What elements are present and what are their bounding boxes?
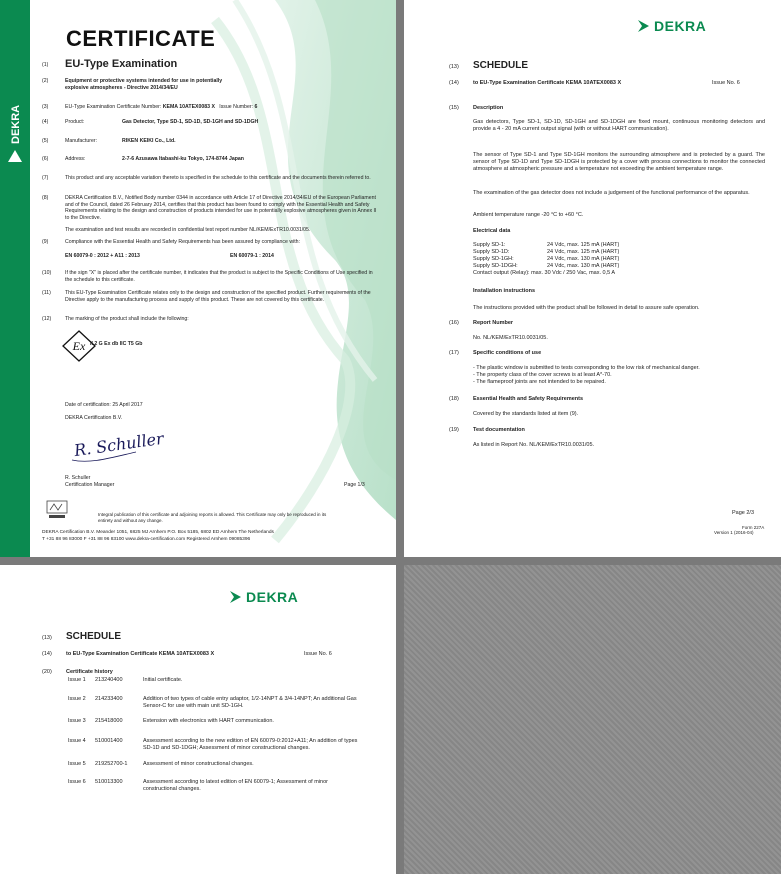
item-number: (20)	[42, 669, 52, 675]
specific-conditions-heading: Specific conditions of use	[473, 350, 542, 356]
item-12-text: The marking of the product shall include the following:	[65, 316, 189, 322]
item-8-text: DEKRA Certification B.V., Notified Body number 0344 in accordance with Article 17 of Directive 2014/34/EU of the European Parliament and of the Council, dated 26 February 2014, certifies that this product has been found to comply with the Essential Health and Safety Requirements relating to the design and construction of products intended for use in potentially explosive atmospheres given in Annex II to the Directive.	[65, 195, 377, 221]
item-number: (18)	[449, 396, 459, 402]
svg-text:R. Schuller: R. Schuller	[72, 428, 165, 461]
supply-value: 24 Vdc, max. 125 mA (HART)	[547, 242, 620, 248]
test-doc-text: As listed in Report No. NL/KEM/ExTR10.0031/05.	[473, 442, 595, 448]
item-number: (10)	[42, 270, 52, 276]
item-number: (4)	[42, 119, 49, 125]
dekra-vertical-logo	[5, 82, 25, 172]
history-number: 510001400	[95, 738, 123, 744]
history-description: Assessment according to the new edition of EN 60079-0:2012+A11; An addition of types SD-1D and SD-1DGH; Assessment of minor constructional changes.	[143, 738, 358, 751]
item-number: (5)	[42, 138, 49, 144]
item-9-text: Compliance with the Essential Health and Safety Requirements has been assured by compliance with:	[65, 239, 301, 245]
footer-address: DEKRA Certification B.V. Meander 1051, 6825 MJ Arnhem P.O. Box 5185, 6802 ED Arnhem The Netherlands	[42, 530, 274, 535]
condition-item: - The flameproof joints are not intended to be repaired.	[473, 379, 606, 385]
signer-name: R. Schuller	[65, 475, 91, 481]
history-description: Assessment according to latest edition of EN 60079-1; Assessment of minor constructional changes.	[143, 779, 328, 792]
date-label: Date of certification:	[65, 402, 111, 408]
form-version: Version 1 (2016-04)	[714, 530, 754, 535]
description-para-3: The examination of the gas detector does not include a judgement of the functional performance of the apparatus.	[473, 190, 750, 196]
report-heading: Report Number	[473, 320, 514, 326]
blank-background-panel	[404, 565, 781, 874]
manufacturer-value: RIKEN KEIKI Co., Ltd.	[122, 138, 176, 144]
schedule-page-2	[404, 0, 781, 557]
item-number: (1)	[42, 62, 49, 68]
test-doc-heading: Test documentation	[473, 427, 525, 433]
item-number: (8)	[42, 195, 49, 201]
item-number: (13)	[42, 635, 52, 641]
marking-text: II 2 G Ex db IIC T5 Gb	[90, 341, 143, 347]
signer-title: Certification Manager	[65, 482, 115, 488]
description-heading: Description	[473, 105, 504, 111]
cert-number-label: EU-Type Examination Certificate Number:	[65, 104, 162, 110]
item-number: (15)	[449, 105, 459, 111]
item-number: (17)	[449, 350, 459, 356]
date-value: 25 April 2017	[112, 402, 143, 408]
ehsr-heading: Essential Health and Safety Requirements	[473, 396, 584, 402]
contact-output: Contact output (Relay): max. 30 Vdc / 250 Vac, max. 0,5 A	[473, 270, 616, 276]
item-number: (12)	[42, 316, 52, 322]
dekra-logo: DEKRA	[636, 18, 706, 34]
supply-key: Supply SD-1:	[473, 242, 506, 248]
history-number: 510013300	[95, 779, 123, 785]
supply-value: 24 Vdc, max. 125 mA (HART)	[547, 249, 620, 255]
issuer: DEKRA Certification B.V.	[65, 415, 123, 421]
ambient-temperature: Ambient temperature range -20 °C to +60 °C.	[473, 212, 584, 218]
report-number: No. NL/KEM/ExTR10.0031/05.	[473, 335, 548, 341]
accreditation-logo	[46, 500, 68, 520]
item-number: (2)	[42, 78, 49, 84]
item-number: (16)	[449, 320, 459, 326]
page-number: Page 1/3	[344, 482, 365, 488]
history-issue: Issue 6	[68, 779, 86, 785]
product-value: Gas Detector, Type SD-1, SD-1D, SD-1GH and SD-1DGH	[122, 119, 259, 125]
history-description: Initial certificate.	[143, 677, 183, 683]
manufacturer-label: Manufacturer:	[65, 138, 98, 144]
item-10-text: If the sign "X" is placed after the certificate number, it indicates that the product is subject to the Specific Conditions of Use specified in the schedule to this certificate.	[65, 270, 373, 283]
side-strip	[0, 0, 30, 557]
history-issue: Issue 2	[68, 696, 86, 702]
integral-publication-note: Integral publication of this certificate and adjoining reports is allowed. This Certificate may only be reproduced in its entirety and without any change.	[98, 512, 327, 523]
issue-label: Issue No. 6	[712, 80, 740, 86]
history-description: Assessment of minor constructional changes.	[143, 761, 254, 767]
item-11-text: This EU-Type Examination Certificate relates only to the design and construction of the specified product. Further requirements of the Directive apply to the manufacturing process and supply of this product. These are not covered by this certificate.	[65, 290, 371, 303]
history-number: 213240400	[95, 677, 123, 683]
condition-item: - The plastic window is submitted to tests corresponding to the low risk of mechanical danger.	[473, 365, 700, 371]
history-number: 214233400	[95, 696, 123, 702]
signature	[70, 428, 165, 468]
item-number: (9)	[42, 239, 49, 245]
install-heading: Installation instructions	[473, 288, 536, 294]
form-number: Form 227A	[742, 525, 765, 530]
item-number: (7)	[42, 175, 49, 181]
svg-text:DEKRA: DEKRA	[10, 104, 22, 144]
schedule-cert-ref: to EU-Type Examination Certificate KEMA 10ATEX0083 X	[473, 80, 622, 86]
certificate-page-1	[0, 0, 396, 557]
schedule-cert-ref: to EU-Type Examination Certificate KEMA 10ATEX0083 X	[66, 651, 215, 657]
history-number: 215418000	[95, 718, 123, 724]
test-report-text: The examination and test results are recorded in confidential test report number NL/KEM/ExTR10.0031/05.	[65, 227, 311, 233]
certificate-subtitle: EU-Type Examination	[65, 58, 178, 70]
address-label: Address:	[65, 156, 86, 162]
ehsr-text: Covered by the standards listed at item (9).	[473, 411, 579, 417]
supply-value: 24 Vdc, max. 130 mA (HART)	[547, 256, 620, 262]
schedule-title: SCHEDULE	[473, 60, 529, 71]
standard-1: EN 60079-0 : 2012 + A11 : 2013	[65, 253, 140, 259]
item-7-text: This product and any acceptable variation thereto is specified in the schedule to this certificate and the documents therein referred to.	[65, 175, 371, 181]
description-para-2: The sensor of Type SD-1 and Type SD-1GH monitors the surrounding atmosphere and is protected by a guard. The sensor of Type SD-1D and Type SD-1DGH is protected by a cover with process connections to monitor the connected atmosphere at atmospheric pressure and a temperature not exceeding the ambient temperature range.	[473, 152, 765, 172]
schedule-title: SCHEDULE	[66, 631, 122, 642]
item-number: (14)	[42, 651, 52, 657]
history-description: Extension with electronics with HART communication.	[143, 718, 274, 724]
install-text: The instructions provided with the product shall be followed in detail to assure safe operation.	[473, 305, 700, 311]
item-number: (6)	[42, 156, 49, 162]
supply-value: 24 Vdc, max. 130 mA (HART)	[547, 263, 620, 269]
ex-symbol: Ex	[72, 339, 86, 353]
supply-key: Supply SD-1GH:	[473, 256, 514, 262]
footer-contact: T +31 88 96 83000 F +31 88 96 83100 www.dekra-certification.com Registered Arnhem 09085396	[42, 537, 251, 542]
dekra-triangle-icon	[228, 590, 242, 604]
description-para-1: Gas detectors, Type SD-1, SD-1D, SD-1GH and SD-1DGH are fixed mount, continuous monitoring detectors and provide a 4 - 20 mA current output signal (with or without HART communication).	[473, 119, 765, 132]
history-issue: Issue 3	[68, 718, 86, 724]
standard-2: EN 60079-1 : 2014	[230, 253, 274, 259]
history-issue: Issue 4	[68, 738, 86, 744]
supply-key: Supply SD-1D:	[473, 249, 510, 255]
item-number: (19)	[449, 427, 459, 433]
history-description: Addition of two types of cable entry adaptor, 1/2-14NPT & 3/4-14NPT; An additional Gas Sensor-C for use with main unit SD-1GH.	[143, 696, 357, 709]
product-label: Product:	[65, 119, 85, 125]
history-heading: Certificate history	[66, 669, 113, 675]
item-number: (11)	[42, 290, 51, 296]
cert-number-value: KEMA 10ATEX0083 X	[162, 104, 215, 110]
condition-item: - The property class of the cover screws is at least A*-70.	[473, 372, 612, 378]
history-issue: Issue 5	[68, 761, 86, 767]
item-number: (13)	[449, 64, 459, 70]
history-issue: Issue 1	[68, 677, 86, 683]
item-number: (3)	[42, 104, 49, 110]
electrical-heading: Electrical data	[473, 228, 511, 234]
issue-label: Issue No. 6	[304, 651, 332, 657]
issue-number-label: Issue Number:	[219, 104, 253, 110]
history-number: 219252700-1	[95, 761, 128, 767]
supply-key: Supply SD-1DGH:	[473, 263, 518, 269]
issue-number-value: 6	[254, 104, 258, 110]
dekra-logo: DEKRA	[228, 589, 298, 605]
dekra-triangle-icon	[636, 19, 650, 33]
certificate-title: CERTIFICATE	[66, 26, 216, 51]
directive-text: Equipment or protective systems intended for use in potentially explosive atmospheres - Directive 2014/34/EU	[65, 78, 223, 91]
schedule-page-3	[0, 565, 396, 874]
address-value: 2-7-6 Azusawa Itabashi-ku Tokyo, 174-8744 Japan	[122, 156, 244, 162]
page-number: Page 2/3	[732, 510, 755, 516]
item-number: (14)	[449, 80, 459, 86]
